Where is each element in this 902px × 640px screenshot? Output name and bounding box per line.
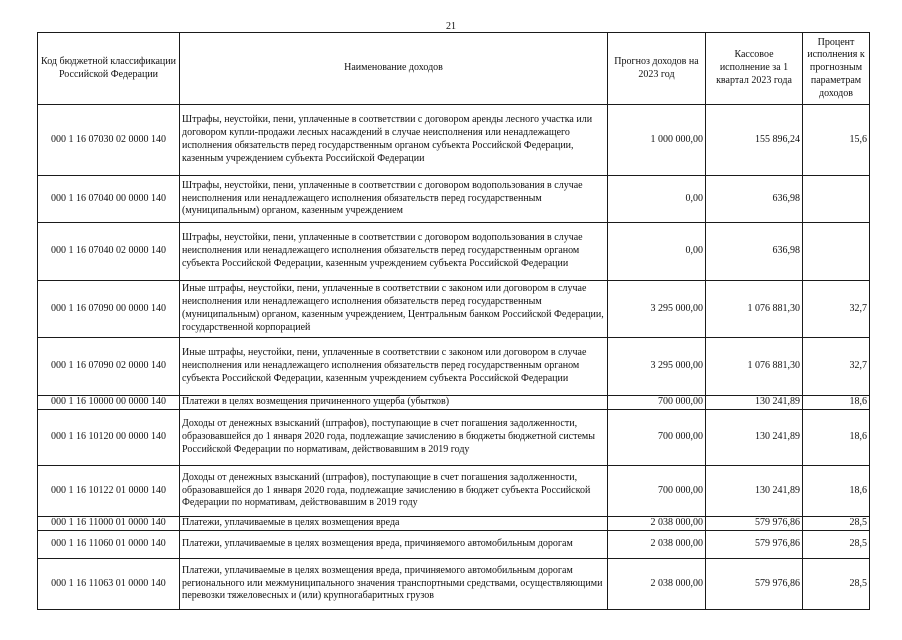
percent-value: 15,6	[803, 105, 870, 176]
executed-value: 130 241,89	[706, 410, 803, 466]
percent-value: 28,5	[803, 559, 870, 610]
revenue-name: Штрафы, неустойки, пени, уплаченные в соответствии с договором аренды лесного участка или договором купли-продажи лесных насаждений в случае неисполнения или ненадлежащего исполнения обязательств перед государственным органом субъекта Российской Федерации, казенным учреждением субъекта Российской Федерации	[180, 105, 608, 176]
executed-value: 636,98	[706, 176, 803, 223]
header-budget-code: Код бюджетной классификации Российской Федерации	[38, 33, 180, 105]
percent-value: 18,6	[803, 466, 870, 517]
forecast-value: 2 038 000,00	[608, 559, 706, 610]
forecast-value: 1 000 000,00	[608, 105, 706, 176]
table-row	[38, 105, 870, 176]
budget-code: 000 1 16 10000 00 0000 140	[38, 396, 180, 410]
executed-value: 1 076 881,30	[706, 338, 803, 396]
table-row	[38, 338, 870, 396]
revenue-name: Платежи, уплачиваемые в целях возмещения вреда, причиняемого автомобильным дорогам	[180, 531, 608, 559]
table-row	[38, 466, 870, 517]
budget-code: 000 1 16 07090 02 0000 140	[38, 338, 180, 396]
executed-value: 130 241,89	[706, 396, 803, 410]
budget-code: 000 1 16 11000 01 0000 140	[38, 517, 180, 531]
table-row	[38, 559, 870, 610]
revenue-name: Иные штрафы, неустойки, пени, уплаченные в соответствии с законом или договором в случае неисполнения или ненадлежащего исполнения обязательств перед государственным органом субъекта Российской Федерации, казенным учреждением субъекта Российской Федерации	[180, 338, 608, 396]
percent-value: 18,6	[803, 396, 870, 410]
revenue-name: Платежи, уплачиваемые в целях возмещения вреда	[180, 517, 608, 531]
table-row	[38, 281, 870, 338]
header-forecast: Прогноз доходов на 2023 год	[608, 33, 706, 105]
executed-value: 579 976,86	[706, 559, 803, 610]
forecast-value: 700 000,00	[608, 410, 706, 466]
table-row	[38, 410, 870, 466]
forecast-value: 700 000,00	[608, 396, 706, 410]
revenue-table	[37, 32, 870, 610]
budget-code: 000 1 16 07040 02 0000 140	[38, 223, 180, 281]
percent-value: 28,5	[803, 531, 870, 559]
table-row	[38, 176, 870, 223]
executed-value: 1 076 881,30	[706, 281, 803, 338]
forecast-value: 3 295 000,00	[608, 281, 706, 338]
revenue-name: Доходы от денежных взысканий (штрафов), поступающие в счет погашения задолженности, образовавшейся до 1 января 2020 года, подлежащие зачислению в бюджеты бюджетной системы Российской Федерации по нормативам, действовавшим в 2019 году	[180, 410, 608, 466]
table-header-row	[38, 33, 870, 105]
executed-value: 579 976,86	[706, 531, 803, 559]
percent-value	[803, 223, 870, 281]
revenue-name: Иные штрафы, неустойки, пени, уплаченные в соответствии с законом или договором в случае неисполнения или ненадлежащего исполнения обязательств перед государственным (муниципальным) органом, казенным учреждением, Центральным банком Российской Федерации, государственной корпорацией	[180, 281, 608, 338]
forecast-value: 700 000,00	[608, 466, 706, 517]
percent-value	[803, 176, 870, 223]
table-row	[38, 517, 870, 531]
table-row	[38, 531, 870, 559]
forecast-value: 3 295 000,00	[608, 338, 706, 396]
budget-code: 000 1 16 11063 01 0000 140	[38, 559, 180, 610]
forecast-value: 0,00	[608, 176, 706, 223]
percent-value: 28,5	[803, 517, 870, 531]
executed-value: 636,98	[706, 223, 803, 281]
forecast-value: 0,00	[608, 223, 706, 281]
budget-code: 000 1 16 07090 00 0000 140	[38, 281, 180, 338]
budget-code: 000 1 16 10122 01 0000 140	[38, 466, 180, 517]
page-number: 21	[446, 21, 456, 32]
executed-value: 579 976,86	[706, 517, 803, 531]
budget-code: 000 1 16 10120 00 0000 140	[38, 410, 180, 466]
revenue-name: Штрафы, неустойки, пени, уплаченные в соответствии с договором водопользования в случае неисполнения или ненадлежащего исполнения обязательств перед государственным органом субъекта Российской Федерации, казенным учреждением субъекта Российской Федерации	[180, 223, 608, 281]
budget-code: 000 1 16 07030 02 0000 140	[38, 105, 180, 176]
table-row	[38, 223, 870, 281]
percent-value: 32,7	[803, 281, 870, 338]
header-revenue-name: Наименование доходов	[180, 33, 608, 105]
revenue-name: Платежи, уплачиваемые в целях возмещения вреда, причиняемого автомобильным дорогам регионального или межмуниципального значения транспортными средствами, осуществляющими перевозки тяжеловесных и (или) крупногабаритных грузов	[180, 559, 608, 610]
forecast-value: 2 038 000,00	[608, 517, 706, 531]
header-percent: Процент исполнения к прогнозным параметрам доходов	[803, 33, 870, 105]
executed-value: 155 896,24	[706, 105, 803, 176]
revenue-name: Платежи в целях возмещения причиненного ущерба (убытков)	[180, 396, 608, 410]
budget-code: 000 1 16 11060 01 0000 140	[38, 531, 180, 559]
revenue-name: Штрафы, неустойки, пени, уплаченные в соответствии с договором водопользования в случае неисполнения или ненадлежащего исполнения обязательств перед государственным (муниципальным) органом, казенным учреждением	[180, 176, 608, 223]
revenue-name: Доходы от денежных взысканий (штрафов), поступающие в счет погашения задолженности, образовавшейся до 1 января 2020 года, подлежащие зачислению в бюджет субъекта Российской Федерации по нормативам, действовавшим в 2019 году	[180, 466, 608, 517]
header-executed: Кассовое исполнение за 1 квартал 2023 года	[706, 33, 803, 105]
executed-value: 130 241,89	[706, 466, 803, 517]
percent-value: 32,7	[803, 338, 870, 396]
table-row	[38, 396, 870, 410]
percent-value: 18,6	[803, 410, 870, 466]
forecast-value: 2 038 000,00	[608, 531, 706, 559]
budget-code: 000 1 16 07040 00 0000 140	[38, 176, 180, 223]
